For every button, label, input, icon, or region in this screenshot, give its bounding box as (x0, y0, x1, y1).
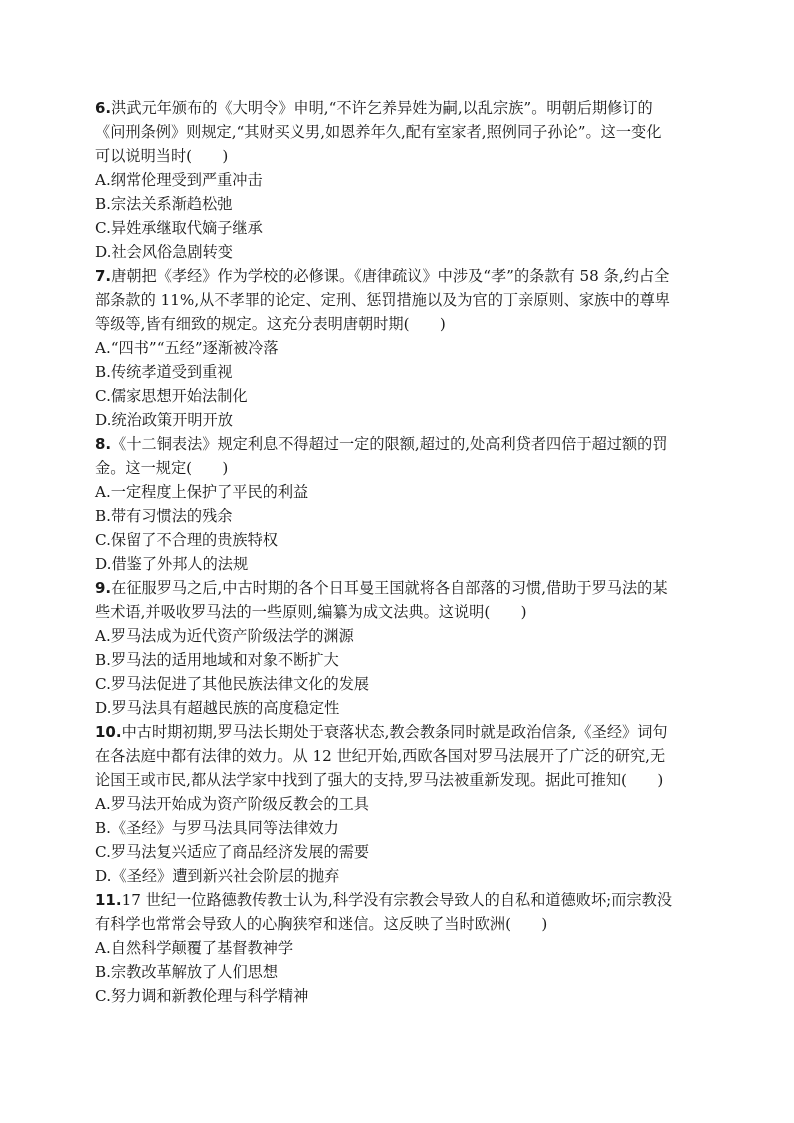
option-b: B.罗马法的适用地域和对象不断扩大 (95, 651, 339, 669)
question-stem-text: 洪武元年颁布的《大明令》申明,“不许乞养异姓为嗣,以乱宗族”。明朝后期修订的 (111, 99, 653, 117)
question-stem-line: 等级等,皆有细致的规定。这充分表明唐朝时期( ) (95, 315, 446, 333)
question-number: 10. (95, 723, 122, 741)
option-b: B.带有习惯法的残余 (95, 507, 233, 525)
option-a: A.“四书”“五经”逐渐被冷落 (95, 339, 279, 357)
option-c: C.保留了不合理的贵族特权 (95, 531, 278, 549)
option-d: D.罗马法具有超越民族的高度稳定性 (95, 699, 340, 717)
question-stem-line: 金。这一规定( ) (95, 459, 229, 477)
option-a: A.罗马法开始成为资产阶级反教会的工具 (95, 795, 369, 813)
question-stem-text: 中古时期初期,罗马法长期处于衰落状态,教会教条同时就是政治信条,《圣经》词句 (121, 723, 668, 741)
question-stem-text: 在征服罗马之后,中古时期的各个日耳曼王国就将各自部落的习惯,借助于罗马法的某 (111, 579, 668, 597)
question-number: 8. (95, 435, 112, 453)
option-c: C.罗马法促进了其他民族法律文化的发展 (95, 675, 370, 693)
question-stem-line: 些术语,并吸收罗马法的一些原则,编纂为成文法典。这说明( ) (95, 603, 527, 621)
option-d: D.《圣经》遭到新兴社会阶层的抛弃 (95, 867, 340, 885)
question-stem-text: 唐朝把《孝经》作为学校的必修课。《唐律疏议》中涉及“孝”的条款有 58 条,约占全 (111, 267, 670, 285)
question-stem-line (95, 432, 705, 456)
question-stem-line: 论国王或市民,都从法学家中找到了强大的支持,罗马法被重新发现。据此可推知( ) (95, 771, 664, 789)
question-stem-line (95, 720, 705, 744)
option-d: D.社会风俗急剧转变 (95, 243, 233, 261)
question-stem-text: 17 世纪一位路德教传教士认为,科学没有宗教会导致人的自私和道德败坏;而宗教没 (121, 891, 673, 909)
question-9 (95, 576, 705, 720)
question-stem-line (95, 96, 705, 120)
question-10 (95, 720, 705, 888)
option-a: A.罗马法成为近代资产阶级法学的渊源 (95, 627, 354, 645)
question-8 (95, 432, 705, 576)
question-11 (95, 888, 705, 1008)
option-c: C.儒家思想开始法制化 (95, 387, 248, 405)
option-d: D.统治政策开明开放 (95, 411, 233, 429)
option-c: C.罗马法复兴适应了商品经济发展的需要 (95, 843, 370, 861)
question-stem-line: 《问刑条例》则规定,“其财买义男,如恩养年久,配有室家者,照例同子孙论”。这一变化 (95, 123, 662, 141)
option-b: B.宗法关系渐趋松弛 (95, 195, 233, 213)
question-stem-line: 在各法庭中都有法律的效力。从 12 世纪开始,西欧各国对罗马法展开了广泛的研究,无 (95, 747, 666, 765)
option-a: A.纲常伦理受到严重冲击 (95, 171, 263, 189)
question-number: 9. (95, 579, 112, 597)
question-6 (95, 96, 705, 264)
question-stem-line: 可以说明当时( ) (95, 147, 229, 165)
question-stem-line: 有科学也常常会导致人的心胸狭窄和迷信。这反映了当时欧洲( ) (95, 915, 548, 933)
option-d: D.借鉴了外邦人的法规 (95, 555, 249, 573)
option-a: A.自然科学颠覆了基督教神学 (95, 939, 294, 957)
option-a: A.一定程度上保护了平民的利益 (95, 483, 309, 501)
question-number: 11. (95, 891, 122, 909)
question-stem-line (95, 576, 705, 600)
question-stem-text: 《十二铜表法》规定利息不得超过一定的限额,超过的,处高利贷者四倍于超过额的罚 (111, 435, 668, 453)
question-number: 7. (95, 267, 112, 285)
question-7 (95, 264, 705, 432)
option-b: B.《圣经》与罗马法具同等法律效力 (95, 819, 339, 837)
question-number: 6. (95, 99, 112, 117)
option-c: C.异姓承继取代嫡子继承 (95, 219, 263, 237)
question-stem-line: 部条款的 11%,从不孝罪的论定、定刑、惩罚措施以及为官的丁亲原则、家族中的尊卑 (95, 291, 670, 309)
question-stem-line (95, 888, 705, 912)
option-b: B.宗教改革解放了人们思想 (95, 963, 279, 981)
question-stem-line (95, 264, 705, 288)
question-sheet (95, 96, 705, 1008)
option-c: C.努力调和新教伦理与科学精神 (95, 987, 309, 1005)
option-b: B.传统孝道受到重视 (95, 363, 233, 381)
